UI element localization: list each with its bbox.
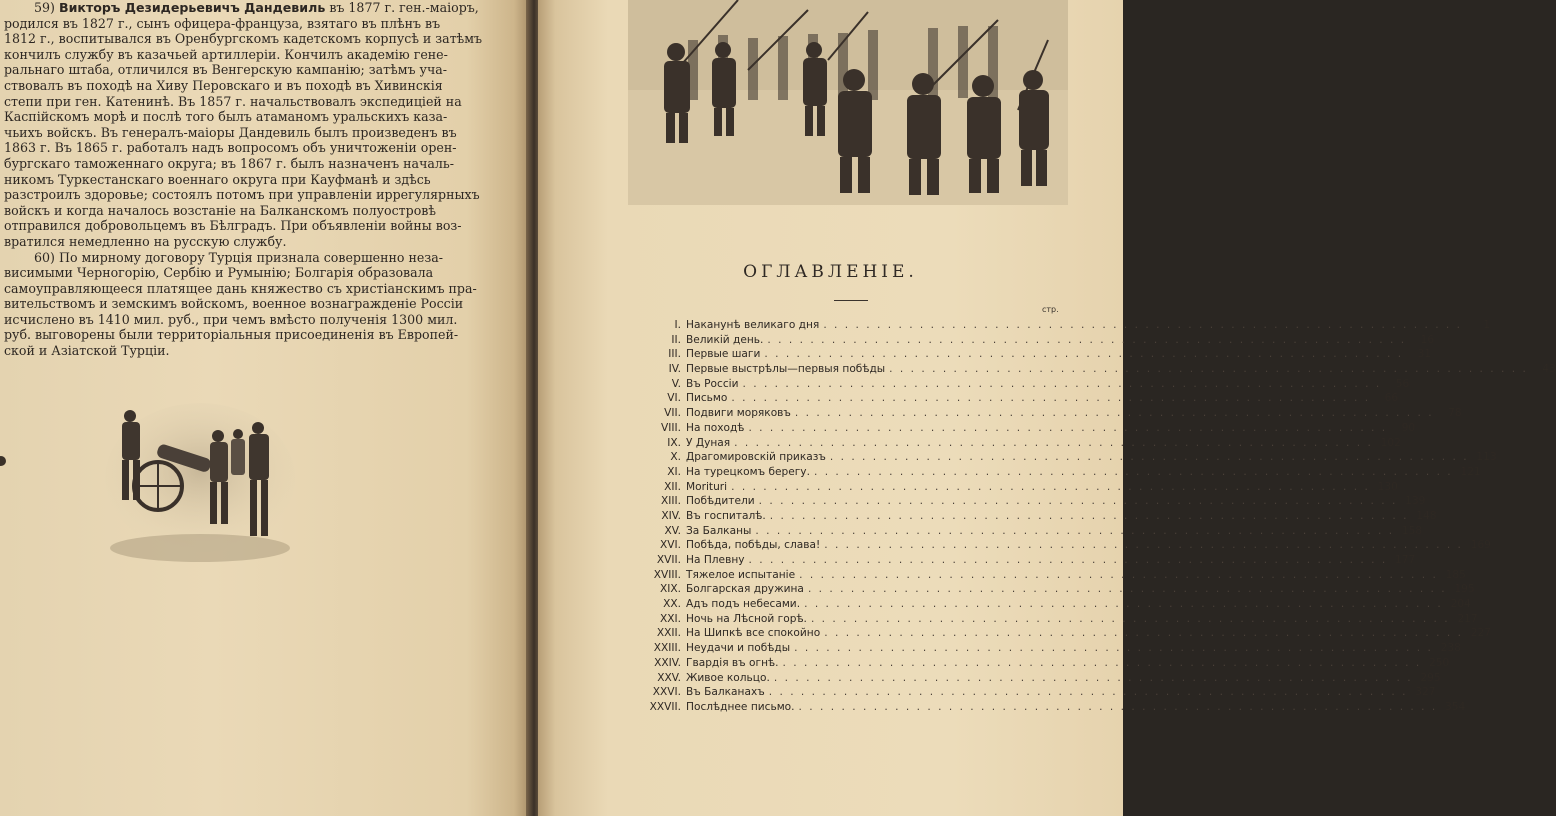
leader-dots: . . . . . . . . . . . . . . . . . . . . . . . . . . . . . . . . . . . . . . . . . . . . . . . . . . . . . . . . . . . .: [813, 465, 1453, 478]
chapter-number: IX.: [667, 436, 681, 449]
toc-entry: [633, 333, 1435, 348]
chapter-page: 148: [1416, 509, 1437, 522]
chapter-title: На Плевну: [686, 554, 745, 566]
chapter-number: XV.: [664, 524, 681, 537]
binding-hole: [0, 456, 6, 466]
note-line: ральнаго штаба, отличился въ Венгерскую кампанію; затѣмъ уча-: [4, 62, 448, 78]
note-number: 60): [34, 249, 55, 265]
chapter-page: 177: [1395, 554, 1416, 566]
chapter-page: 185: [1445, 568, 1466, 581]
chapter-page: 250: [1428, 656, 1450, 669]
toc-entry: [633, 494, 1426, 509]
toc-entry: [633, 524, 1423, 539]
chapter-page: 139: [1405, 495, 1426, 508]
chapter-title: Въ Балканахъ: [686, 686, 765, 699]
chapter-title: Въ госпиталѣ.: [686, 509, 766, 522]
toc-entry: [633, 391, 1399, 406]
chapter-page: 327: [1415, 686, 1436, 699]
chapter-page: 295: [1420, 671, 1441, 684]
note-line: 1812 г., воспитывался въ Оренбургскомъ кадетскомъ корпусѣ и затѣмъ: [4, 31, 483, 47]
page-column-label: стр.: [1042, 305, 1059, 314]
right-page: [538, 0, 1556, 816]
chapter-number: XVII.: [656, 554, 681, 566]
chapter-title: Послѣднее письмо.: [686, 700, 795, 713]
leader-dots: . . . . . . . . . . . . . . . . . . . . . . . . . . . . . . . . . . . . . . . . . . . . . . . . . . . . . . . . . . . .: [807, 583, 1447, 596]
note-line: самоуправляющееся платящее дань княжество съ христіанскимъ пра-: [4, 280, 477, 296]
toc-entry: [633, 553, 1416, 568]
chapter-number: VIII.: [661, 421, 681, 434]
chapter-title: Подвиги моряковъ: [686, 407, 791, 420]
toc-entry: [633, 509, 1437, 524]
chapter-page: 238: [1440, 642, 1461, 655]
note-line: въ 1877 г. ген.-маіоръ,: [329, 0, 479, 15]
toc-entry: [633, 656, 1450, 671]
leader-dots: . . . . . . . . . . . . . . . . . . . . . . . . . . . . . . . . . . . . . . . . . . . . . . . . . . . . . . . . . . . .: [767, 333, 1407, 346]
leader-dots: . . . . . . . . . . . . . . . . . . . . . . . . . . . . . . . . . . . . . . . . . . . . . . . . . . . . . . . . . . . .: [794, 407, 1434, 420]
note-59: [4, 0, 494, 250]
chapter-page: 158: [1401, 524, 1423, 537]
chapter-title: Неудачи и побѣды: [686, 642, 791, 655]
chapter-number: XXII.: [656, 627, 681, 640]
toc-entry: [633, 671, 1441, 686]
note-60: [4, 250, 494, 359]
chapter-title: Въ Россіи: [686, 377, 739, 390]
chapter-page: 121: [1460, 465, 1481, 478]
chapter-number: V.: [671, 377, 681, 390]
leader-dots: . . . . . . . . . . . . . . . . . . . . . . . . . . . . . . . . . . . . . . . . . . . . . . . . . . . . . . . . . . . .: [742, 377, 1382, 390]
note-line: 1863 г. Въ 1865 г. работалъ надъ вопросомъ объ уничтоженіи орен-: [4, 140, 457, 156]
leader-dots: . . . . . . . . . . . . . . . . . . . . . . . . . . . . . . . . . . . . . . . . . . . . . . . . . . . . . . . . . . . .: [731, 392, 1371, 405]
leader-dots: . . . . . . . . . . . . . . . . . . . . . . . . . . . . . . . . . . . . . . . . . . . . . . . . . . . . . . . . . . . .: [768, 686, 1408, 699]
leader-dots: . . . . . . . . . . . . . . . . . . . . . . . . . . . . . . . . . . . . . . . . . . . . . . . . . . . . . . . . . . . .: [810, 612, 1450, 625]
chapter-page: 102: [1380, 436, 1401, 449]
chapter-number: XII.: [664, 480, 681, 493]
chapter-number: XVIII.: [653, 568, 681, 581]
note-line: По мирному договору Турція признала совершенно неза-: [58, 249, 443, 265]
chapter-number: XX.: [663, 598, 681, 611]
toc-entry: [633, 612, 1478, 627]
chapter-number: XXIV.: [654, 656, 681, 669]
note-line: руб. выговорены были территоріальныя присоединенія въ Европей-: [4, 327, 459, 343]
chapter-number: XIX.: [659, 583, 681, 596]
chapter-page: 66: [1384, 392, 1399, 405]
chapter-number: IV.: [668, 363, 681, 376]
leader-dots: . . . . . . . . . . . . . . . . . . . . . . . . . . . . . . . . . . . . . . . . . . . . . . . . . . . . . . . . . . . .: [755, 524, 1395, 537]
note-line: ствовалъ въ походѣ на Хиву Перовскаго и въ походѣ въ Хивинскія: [4, 77, 443, 93]
chapter-number: XIV.: [661, 509, 681, 522]
note-line: чьихъ войскъ. Въ генералъ-маіоры Дандевиль былъ произведенъ въ: [4, 124, 457, 140]
chapter-number: XIII.: [661, 495, 681, 508]
chapter-title: На Шипкѣ все спокойно: [686, 627, 821, 640]
note-line: никомъ Туркестанскаго военнаго округа при Кауфманѣ и здѣсь: [4, 171, 431, 187]
leader-dots: . . . . . . . . . . . . . . . . . . . . . . . . . . . . . . . . . . . . . . . . . . . . . . . . . . . . . . . . . . . .: [748, 421, 1388, 434]
chapter-page: 56: [1395, 377, 1410, 390]
chapter-page: 113: [1476, 451, 1497, 464]
toc-entry: [633, 568, 1466, 583]
chapter-page: 204: [1450, 598, 1471, 611]
leader-dots: . . . . . . . . . . . . . . . . . . . . . . . . . . . . . . . . . . . . . . . . . . . . . . . . . . . . . . . . . . . .: [824, 539, 1463, 552]
chapter-number: XXV.: [657, 671, 681, 684]
toc-entry: [633, 318, 1491, 333]
chapter-title: На походѣ: [686, 421, 745, 434]
note-line: кончилъ службу въ казачьей артиллеріи. Кончилъ академію гене-: [4, 46, 448, 62]
note-line: ской и Азіатской Турціи.: [4, 343, 170, 359]
toc-entry: [633, 685, 1436, 700]
leader-dots: . . . . . . . . . . . . . . . . . . . . . . . . . . . . . . . . . . . . . . . . . . . . . . . . . . . . . . . . . . . .: [799, 568, 1438, 581]
chapter-title: Гвардія въ огнѣ.: [686, 656, 779, 669]
chapter-number: XXVII.: [649, 700, 681, 713]
note-name: Викторъ Дезидерьевичъ Дандевиль: [58, 0, 326, 15]
note-line: степи при ген. Катенинѣ. Въ 1857 г. начальствовалъ экспедиціей на: [4, 93, 462, 109]
endnotes: [4, 0, 494, 359]
chapter-title: У Дуная: [686, 436, 731, 449]
leader-dots: . . . . . . . . . . . . . . . . . . . . . . . . . . . . . . . . . . . . . . . . . . . . . . . . . . . . . . . . . . . .: [748, 554, 1388, 566]
chapter-title: Побѣда, побѣды, слава!: [686, 539, 821, 552]
note-line: вительствомъ и земскимъ войскомъ, военное вознагражденіе Россіи: [4, 296, 464, 312]
leader-dots: . . . . . . . . . . . . . . . . . . . . . . . . . . . . . . . . . . . . . . . . . . . . . . . . . . . . . . . . . . . .: [823, 319, 1463, 331]
left-page: [0, 0, 530, 816]
chapter-title: За Балканы: [686, 524, 752, 537]
toc-entry: [633, 582, 1475, 597]
chapter-title: Живое кольцо.: [686, 671, 770, 684]
toc-entry: [633, 347, 1432, 362]
toc-entry: [633, 641, 1461, 656]
chapter-title: Ночь на Лѣсной горѣ.: [686, 612, 807, 625]
chapter-title: Наканунѣ великаго дня: [686, 319, 820, 331]
chapter-number: XI.: [667, 465, 681, 478]
note-line: висимыми Черногорію, Сербію и Румынію; Болгарія образовала: [4, 265, 434, 281]
toc-entry: [633, 538, 1491, 553]
toc-entry: [633, 362, 1556, 377]
chapter-title: Тяжелое испытаніе: [686, 568, 796, 581]
toc-entry: [633, 597, 1471, 612]
chapter-page: 16: [1420, 333, 1435, 346]
marching-infantry-engraving-icon: [628, 0, 1068, 205]
chapter-title: Великій день.: [686, 333, 764, 346]
chapter-title: Адъ подъ небесами.: [686, 598, 801, 611]
chapter-page: 169: [1470, 539, 1491, 552]
chapter-page: 43: [1542, 363, 1556, 376]
chapter-number: I.: [674, 319, 681, 331]
note-line: исчислено въ 1410 мил. руб., при чемъ вмѣсто полученія 1300 мил.: [4, 311, 458, 327]
toc-entry: [633, 450, 1497, 465]
leader-dots: . . . . . . . . . . . . . . . . . . . . . . . . . . . . . . . . . . . . . . . . . . . . . . . . . . . . . . . . . . . .: [824, 627, 1463, 640]
chapter-title: Побѣдители: [686, 495, 755, 508]
leader-dots: . . . . . . . . . . . . . . . . . . . . . . . . . . . . . . . . . . . . . . . . . . . . . . . . . . . . . . . . . . . .: [782, 656, 1422, 669]
leader-dots: . . . . . . . . . . . . . . . . . . . . . . . . . . . . . . . . . . . . . . . . . . . . . . . . . . . . . . . . . . . .: [758, 495, 1398, 508]
chapter-number: VII.: [664, 407, 681, 420]
chapter-number: III.: [668, 348, 681, 361]
toc-entry: [633, 626, 1491, 641]
chapter-number: II.: [671, 333, 681, 346]
leader-dots: . . . . . . . . . . . . . . . . . . . . . . . . . . . . . . . . . . . . . . . . . . . . . . . . . . . . . . . . . . . .: [734, 436, 1373, 449]
chapter-title: Первые выстрѣлы—первыя побѣды: [686, 363, 886, 376]
leader-dots: . . . . . . . . . . . . . . . . . . . . . . . . . . . . . . . . . . . . . . . . . . . . . . . . . . . . . . . . . . . .: [773, 671, 1413, 684]
leader-dots: . . . . . . . . . . . . . . . . . . . . . . . . . . . . . . . . . . . . . . . . . . . . . . . . . . . . . . . . . . . .: [889, 363, 1528, 376]
toc-entry: [633, 377, 1410, 392]
chapter-title: Письмо: [686, 392, 728, 405]
leader-dots: . . . . . . . . . . . . . . . . . . . . . . . . . . . . . . . . . . . . . . . . . . . . . . . . . . . . . . . . . . . .: [829, 451, 1469, 464]
chapter-number: VI.: [667, 392, 681, 405]
toc-entry: [633, 421, 1416, 436]
chapter-number: XVI.: [660, 539, 681, 552]
note-number: 59): [34, 0, 55, 15]
chapter-page: 195: [1454, 583, 1475, 596]
leader-dots: . . . . . . . . . . . . . . . . . . . . . . . . . . . . . . . . . . . . . . . . . . . . . . . . . . . . . . . . . . . .: [794, 642, 1433, 655]
chapter-page: 1: [1483, 319, 1491, 331]
chapter-page: 130: [1377, 480, 1398, 493]
toc-entry: [633, 700, 1466, 715]
toc-heading: ОГЛАВЛЕНІЕ.: [743, 262, 918, 282]
note-line: Каспійскомъ морѣ и послѣ того былъ атаманомъ уральскихъ каза-: [4, 109, 448, 125]
note-line: бургскаго таможеннаго округа; въ 1867 г. былъ назначенъ началь-: [4, 155, 455, 171]
chapter-page: 31: [1417, 348, 1432, 361]
toc-entry: [633, 480, 1398, 495]
heading-rule: [834, 300, 868, 301]
toc-entry: [633, 436, 1401, 451]
artillery-soldiers-engraving-icon: [100, 398, 290, 568]
chapter-number: X.: [670, 451, 681, 464]
chapter-page: 227: [1470, 627, 1491, 640]
chapter-title: Morituri: [686, 480, 728, 493]
chapter-page: 90: [1401, 421, 1416, 434]
leader-dots: . . . . . . . . . . . . . . . . . . . . . . . . . . . . . . . . . . . . . . . . . . . . . . . . . . . . . . . . . . . .: [804, 598, 1443, 611]
leader-dots: . . . . . . . . . . . . . . . . . . . . . . . . . . . . . . . . . . . . . . . . . . . . . . . . . . . . . . . . . . . .: [764, 348, 1404, 361]
note-line: отправился добровольцемъ въ Бѣлградъ. При объявленіи войны воз-: [4, 218, 462, 234]
chapter-title: На турецкомъ берегу.: [686, 465, 810, 478]
chapter-title: Первые шаги: [686, 348, 761, 361]
toc-entry: [633, 406, 1462, 421]
chapter-number: XXIII.: [653, 642, 681, 655]
chapter-number: XXI.: [659, 612, 681, 625]
note-line: родился въ 1827 г., сынъ офицера-француза, взятаго въ плѣнъ въ: [4, 15, 441, 31]
chapter-page: 78: [1448, 407, 1462, 420]
chapter-page: 354: [1445, 700, 1466, 713]
note-line: разстроилъ здоровье; состоялъ потомъ при управленіи иррегулярныхъ: [4, 187, 480, 203]
chapter-title: Болгарская дружина: [686, 583, 804, 596]
note-line: войскъ и когда началось возстаніе на Балканскомъ полуостровѣ: [4, 202, 436, 218]
leader-dots: . . . . . . . . . . . . . . . . . . . . . . . . . . . . . . . . . . . . . . . . . . . . . . . . . . . . . . . . . . . .: [731, 480, 1370, 493]
toc-entry: [633, 465, 1481, 480]
leader-dots: . . . . . . . . . . . . . . . . . . . . . . . . . . . . . . . . . . . . . . . . . . . . . . . . . . . . . . . . . . . .: [769, 509, 1409, 522]
chapter-number: XXVI.: [652, 686, 681, 699]
chapter-page: 217: [1457, 612, 1478, 625]
chapter-title: Драгомировскій приказъ: [686, 451, 826, 464]
table-of-contents: [633, 318, 1556, 715]
leader-dots: . . . . . . . . . . . . . . . . . . . . . . . . . . . . . . . . . . . . . . . . . . . . . . . . . . . . . . . . . . . .: [798, 700, 1438, 713]
note-line: вратился немедленно на русскую службу.: [4, 233, 287, 249]
